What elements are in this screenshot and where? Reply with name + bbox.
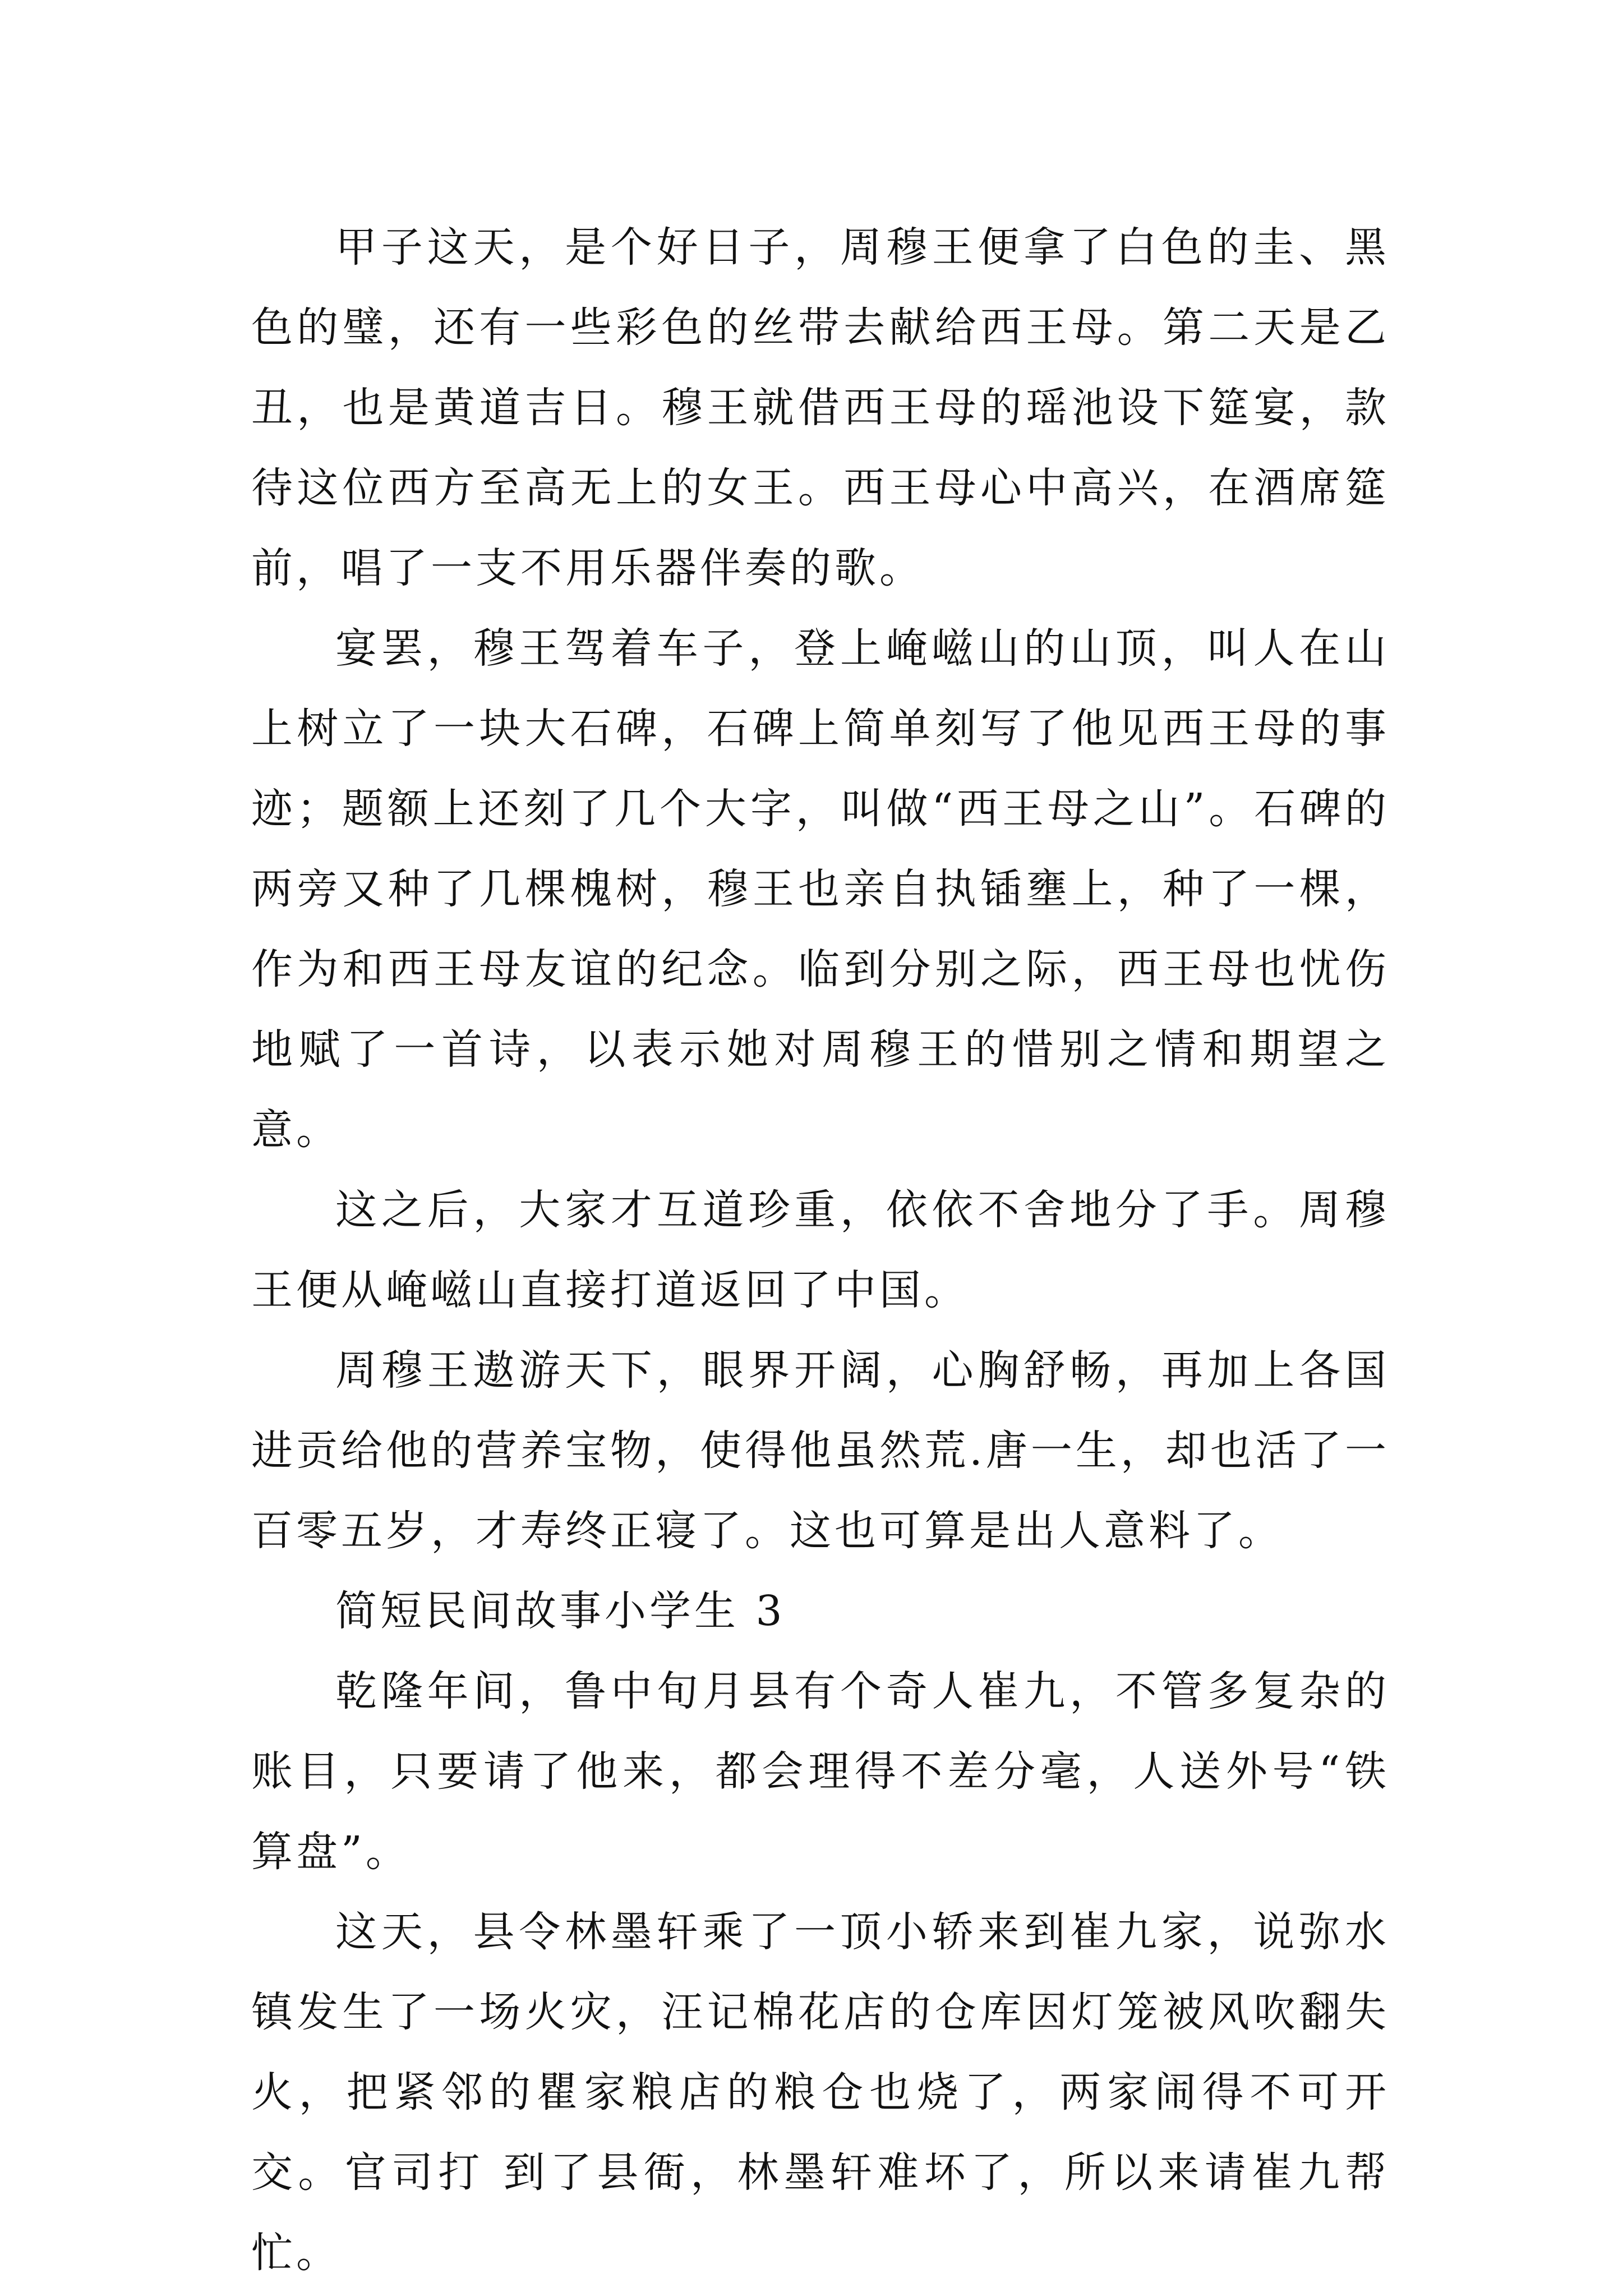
paragraph-4: 周穆王遨游天下，眼界开阔，心胸舒畅，再加上各国进贡给他的营养宝物，使得他虽然荒.唐一生，却也活了一百零五岁，才寿终正寝了。这也可算是出人意料了。	[251, 1346, 1390, 1555]
paragraph-5: 乾隆年间，鲁中旬月县有个奇人崔九，不管多复杂的账目，只要请了他来，都会理得不差分毫，人送外号“铁算盘”。	[251, 1667, 1390, 1876]
section-heading: 简短民间故事小学生 3	[335, 1587, 786, 1635]
paragraph-6: 这天，县令林墨轩乘了一顶小轿来到崔九家，说弥水镇发生了一场火灾，汪记棉花店的仓库因灯笼被风吹翻失火，把紧邻的瞿家粮店的粮仓也烧了，两家闹得不可开交。官司打 到了县衙，林墨轩难坏了，所以来请崔九帮忙。	[251, 1908, 1390, 2277]
document-body	[251, 208, 1390, 2293]
paragraph-3: 这之后，大家才互道珍重，依依不舍地分了手。周穆王便从崦嵫山直接打道返回了中国。	[251, 1186, 1390, 1314]
paragraph-1: 甲子这天，是个好日子，周穆王便拿了白色的圭、黑色的璧，还有一些彩色的丝带去献给西王母。第二天是乙丑，也是黄道吉日。穆王就借西王母的瑶池设下筵宴，款待这位西方至高无上的女王。西王母心中高兴，在酒席筵前，唱了一支不用乐器伴奏的歌。	[251, 223, 1390, 592]
paragraph-2: 宴罢，穆王驾着车子，登上崦嵫山的山顶，叫人在山上树立了一块大石碑，石碑上简单刻写了他见西王母的事迹；题额上还刻了几个大字，叫做“西王母之山”。石碑的两旁又种了几棵槐树，穆王也亲自执锸壅上，种了一棵，作为和西王母友谊的纪念。临到分别之际，西王母也忧伤地赋了一首诗，以表示她对周穆王的惜别之情和期望之意。	[251, 624, 1390, 1154]
